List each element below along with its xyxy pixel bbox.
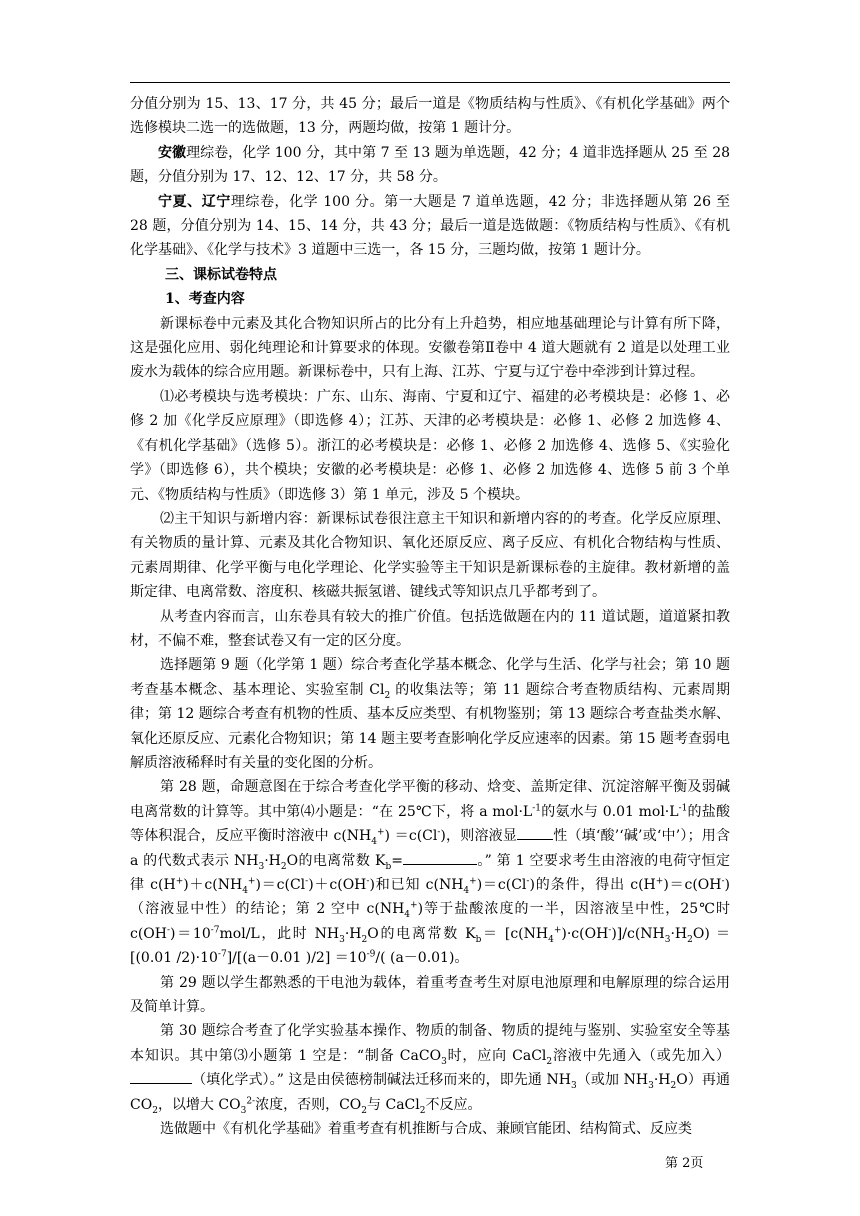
paragraph-text: ＝[(0.01 /2)·10 bbox=[130, 925, 730, 967]
paragraph-text: 的收集法等；第 11 题综合考查物质结构、元素周期律；第 12 题综合考查有机物的性质、基本反应类型、有机物鉴别；第 13 题综合考查盐类水解、氧化还原反应、元素化合物知识；第 14 题主要考查影响化学反应速率的因素。第 15 题考查弱电解质溶液稀释时有关量的变化图的分析。 bbox=[130, 681, 731, 771]
subscript: 3 bbox=[571, 1081, 577, 1092]
paragraph-text: 不反应。 bbox=[425, 1096, 482, 1113]
paragraph: 第 28 题，命题意图在于综合考查化学平衡的移动、焓变、盖斯定律、沉淀溶解平衡及弱碱电离常数的计算等。其中第⑷小题是：“在 25℃下，将 a $mol\cdot L^{-1}$的氨水与 0.01 $mol\cdot L^{-1}$的盐酸等体积混合，反应平衡时溶液中 $c(NH_4^+) =c(Cl^-)$，则溶液显 性（填‘酸’‘碱’或‘中’）；用含 a 的代数式表示 $NH_3\cdot H_2O$的电离常数 $K_b=$ 。” 第 1 空要求考生由溶液的电荷守恒定律 $c(H^+)+c(NH_4^+)=c(Cl^-)+c(OH^-)$和已知 $c(NH_4^+)=c(Cl^-)$的条件，得出 c(H+)＝c(OH-)（溶液显中性）的结论；第 2 空中 $c(NH_4^+)$等于盐酸浓度的一半，因溶液呈中性，25℃时 $c(OH^-)=10^{-7}mol/L$，此时 $NH_3\cdot H_2O$的电离常数 $K_b= [c(NH_4^+)\cdot c(OH^-)]/c(NH_3\cdot H_2O) =[(0.01$ $/2)\cdot 10^{-7}]/[(a-0.01$ )$/2] =10^{-9}/$( (a－0.01)。 bbox=[130, 779, 731, 967]
paragraph-text: 选择题第 9 题（化学第 1 题）综合考查化学基本概念、化学与生活、化学与社会；第 10 题考查基本概念、基本理论、实验室制 Cl bbox=[130, 657, 730, 698]
superscript: -1 bbox=[532, 803, 541, 814]
superscript: + bbox=[655, 876, 664, 887]
paragraph bbox=[130, 653, 730, 775]
document-body bbox=[130, 92, 730, 1141]
paragraph: ⑵主干知识与新增内容：新课标试卷很注意主干知识和新增内容的的考查。化学反应原理、有关物质的量计算、元素及其化合物知识、氧化还原反应、离子反应、有机化合物结构与性质、元素周期律、化学平衡与电化学理论、化学实验等主干知识是新课标卷的主旋律。教材新增的盖斯定律、电离常数、溶度积、核磁共振氢谱、键线式等知识点几乎都考到了。 bbox=[130, 510, 730, 601]
subscript: 3 bbox=[339, 934, 345, 945]
paragraph-text: ]/[(a－0.01 )/2] ＝10 bbox=[226, 950, 367, 967]
paragraph: 第 29 题以学生都熟悉的干电池为载体，着重考查考生对原电池原理和电解原理的综合运用及简单计算。 bbox=[130, 974, 730, 1016]
superscript: + bbox=[175, 876, 184, 887]
paragraph-text: 的氨水与 0.01 mol·L bbox=[541, 803, 679, 820]
paragraph: ⑴必考模块与选考模块：广东、山东、海南、宁夏和辽宁、福建的必考模块是：必修 1、必修 2 加《化学反应原理》（即选修 4）；江苏、天津的必考模块是：必修 1、必修 2 加选修 4、《有机化学基础》（选修 5）。浙江的必考模块是：必修 1、必修 2 加选修 4、选修 5、《实验化学》（即选修 6），共个模块；安徽的必考模块是：必修 1、必修 2 加选修 4、选修 5 前 3 个单元、《物质结构与性质》（即选修 3）第 1 单元，涉及 5 个模块。 bbox=[130, 388, 730, 503]
paragraph-text: 等于盐酸浓度的一半，因溶液呈中性，25℃时 c(OH bbox=[130, 901, 730, 942]
province-label: 宁夏、辽宁 bbox=[158, 193, 231, 210]
superscript: 2- bbox=[246, 1096, 256, 1106]
paragraph-text: 浓度，否则，CO bbox=[255, 1096, 362, 1113]
subscript: b bbox=[475, 934, 482, 945]
paragraph-text: 的电离常数 K bbox=[378, 925, 476, 942]
subscript: 2 bbox=[152, 1105, 158, 1116]
subscript: b bbox=[385, 861, 392, 872]
paragraph-text: 理综卷，化学 100 分，其中第 7 至 13 题为单选题，42 分；4 道非选择题从 25 至 28 题，分值分别为 17、12、12、17 分，共 58 分。 bbox=[130, 144, 731, 186]
paragraph-text: 的电离常数 K bbox=[298, 852, 386, 869]
subscript: 3 bbox=[258, 861, 265, 872]
paragraph-text: /( (a－0.01)。 bbox=[375, 950, 469, 967]
subscript: 3 bbox=[648, 1081, 654, 1092]
superscript: - bbox=[608, 925, 612, 936]
paragraph-text: 的盐酸等体积混合，反应平衡时溶液中 c(NH bbox=[130, 803, 730, 845]
superscript: + bbox=[247, 876, 256, 887]
superscript: - bbox=[305, 876, 309, 887]
superscript: - bbox=[366, 876, 370, 887]
fill-blank bbox=[403, 864, 477, 865]
fill-blank bbox=[517, 839, 553, 840]
superscript: + bbox=[553, 925, 562, 936]
superscript: + bbox=[376, 827, 385, 838]
paragraph: 从考查内容而言，山东卷具有较大的推广价值。包括选做题在内的 11 道试题，道道紧扣教材，不偏不难，整套试卷又有一定的区分度。 bbox=[130, 608, 730, 649]
paragraph: 分值分别为 15、13、17 分，共 45 分；最后一道是《物质结构与性质》、《有机化学基础》两个选修模块二选一的选做题，13 分，两题均做，按第 1 题计分。 bbox=[130, 96, 730, 137]
subscript: 2 bbox=[687, 934, 693, 945]
subscript: 4 bbox=[404, 910, 411, 921]
subscript: 2 bbox=[419, 1105, 426, 1116]
subscript: 2 bbox=[361, 934, 368, 945]
province-label: 安徽 bbox=[158, 144, 187, 161]
paragraph-text: 与 CaCl bbox=[367, 1096, 420, 1113]
paragraph-text: （溶液显中性）的结论；第 2 空中 c(NH bbox=[130, 901, 405, 918]
subsection-heading: 1、考查内容 bbox=[165, 291, 245, 308]
paragraph-text: 溶液中先通入（或先加入） bbox=[552, 1047, 730, 1064]
paragraph-text: mol/L，此时 NH bbox=[219, 925, 340, 942]
paragraph-text: 性（填‘酸’‘碱’或‘中’）；用含 a 的代数式表示 NH bbox=[130, 828, 731, 869]
superscript: + bbox=[410, 900, 418, 911]
subscript: 4 bbox=[371, 836, 377, 847]
paragraph: 第 30 题综合考查了化学实验基本操作、物质的制备、物质的提纯与鉴别、实验室安全等基本知识。其中第⑶小题第 1 空是：“制备 CaCO$_3$时，应向 CaCl$_2$溶液中先通入（或先加入）（填化学式）。” 这是由侯德榜制碱法迁移而来的，即先通 $NH_3$（或加 $NH_3\cdot H_2O$）再通 $CO_2$，以增大 $CO_3^{2-}$浓度，否则，$CO_2$与 CaCl$_2$不反应。 bbox=[130, 1023, 731, 1116]
subscript: 4 bbox=[242, 885, 248, 896]
subscript: 3 bbox=[240, 1105, 247, 1116]
superscript: - bbox=[167, 925, 171, 936]
subscript: 3 bbox=[441, 1056, 447, 1067]
superscript: - bbox=[437, 827, 441, 838]
paragraph-text: 第 30 题综合考查了化学实验基本操作、物质的制备、物质的提纯与鉴别、实验室安全等基本知识。其中第⑶小题第 1 空是：“制备 CaCO bbox=[130, 1023, 730, 1064]
subscript: 2 bbox=[280, 861, 287, 872]
subscript: 2 bbox=[670, 1081, 677, 1092]
superscript: - bbox=[526, 876, 530, 887]
paragraph-text: （或加 NH bbox=[576, 1072, 649, 1089]
subscript: 4 bbox=[463, 885, 470, 896]
paragraph-text: 第 28 题，命题意图在于综合考查化学平衡的移动、焓变、盖斯定律、沉淀溶解平衡及弱碱电离常数的计算等。其中第⑷小题是：“在 25℃下，将 a mol·L bbox=[130, 779, 730, 820]
section-heading: 三、课标试卷特点 bbox=[165, 266, 277, 283]
paragraph-text: 。” 第 1 空要求考生由溶液的电荷守恒定律 c(H bbox=[130, 852, 730, 893]
superscript: -7 bbox=[217, 949, 227, 960]
paragraph-text: ）再通 CO bbox=[130, 1072, 731, 1113]
paragraph-text: 时，应向 CaCl bbox=[446, 1047, 547, 1064]
paragraph-text: 的条件，得出 c(H bbox=[534, 877, 656, 893]
paragraph bbox=[130, 190, 730, 263]
header-rule bbox=[130, 82, 730, 83]
paragraph: 选做题中《有机化学基础》着重考查有机推断与合成、兼顾官能团、结构简式、反应类 bbox=[160, 1121, 692, 1138]
superscript: + bbox=[469, 876, 477, 887]
paragraph-text: （填化学式）。” 这是由侯德榜制碱法迁移而来的，即先通 NH bbox=[192, 1072, 572, 1089]
paragraph-text: ，以增大 CO bbox=[157, 1096, 241, 1113]
subscript: 3 bbox=[664, 934, 671, 945]
superscript: -7 bbox=[210, 925, 220, 936]
subscript: 2 bbox=[384, 690, 391, 701]
fill-blank bbox=[130, 1083, 192, 1084]
page-number: 第 2页 bbox=[665, 1156, 704, 1171]
paragraph bbox=[130, 141, 730, 190]
subscript: 2 bbox=[361, 1105, 368, 1116]
subscript: 4 bbox=[548, 934, 554, 945]
paragraph: 新课标卷中元素及其化合物知识所占的比分有上升趋势，相应地基础理论与计算有所下降，这是强化应用、弱化纯理论和计算要求的体现。安徽卷第Ⅱ卷中 4 道大题就有 2 道是以处理工业废水为载体的综合应用题。新课标卷中，只有上海、江苏、宁夏与辽宁卷中牵涉到计算过程。 bbox=[130, 315, 730, 381]
superscript: - bbox=[721, 876, 725, 887]
superscript: -9 bbox=[366, 949, 376, 960]
superscript: -1 bbox=[678, 803, 688, 814]
paragraph-text: 理综卷，化学 100 分。第一大题是 7 道单选题，42 分；非选择题从第 26 至 28 题，分值分别为 14、15、14 分，共 43 分；最后一道是选做题：《物质结构与性质》、《有机化学基础》、《化学与技术》3 道题中三选一，各 15 分，三题均做，按第 1 题计分。 bbox=[130, 193, 730, 259]
subscript: 2 bbox=[546, 1056, 553, 1067]
